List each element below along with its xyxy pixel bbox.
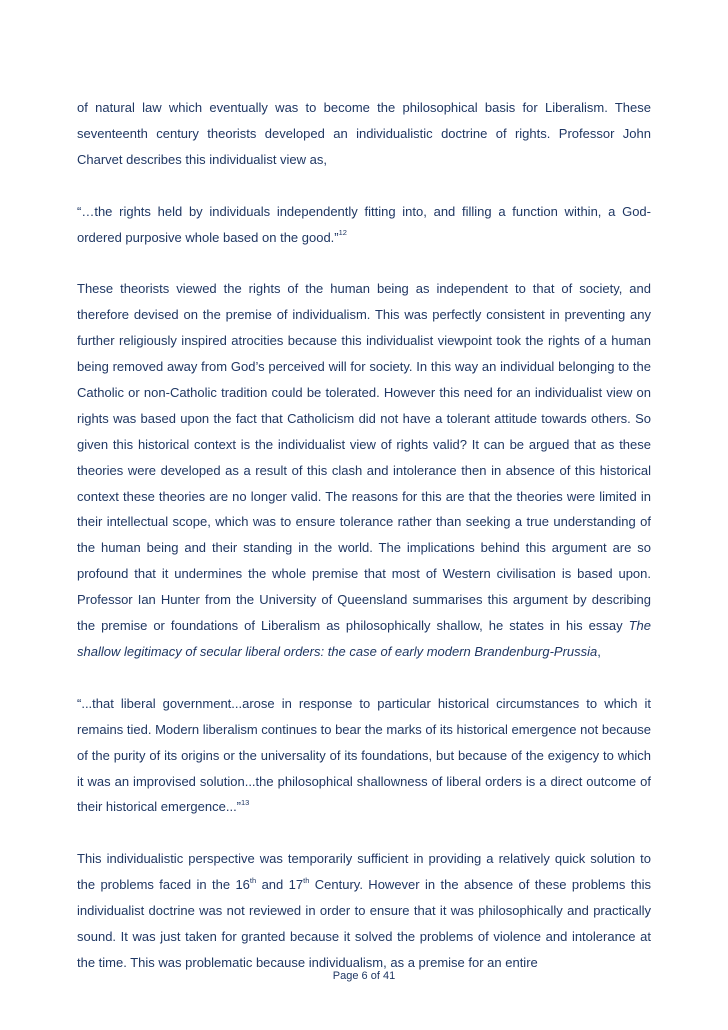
page-number: Page 6 of 41 bbox=[332, 970, 396, 982]
paragraph bbox=[77, 846, 651, 976]
paragraph bbox=[77, 199, 651, 251]
superscript: th bbox=[249, 875, 257, 885]
text-run: This individualistic perspective was temporarily sufficient in providing a relatively quick solution to the problems faced in the 16 bbox=[77, 851, 651, 893]
text-run: Century. However in the absence of these problems this individualist doctrine was not reviewed in order to ensure that it was philosophically and practically sound. It was just taken for granted because it solved the problems of violence and intolerance at the time. This was problematic because individualism, as a premise for an entire bbox=[77, 877, 651, 970]
text-run: and 17 bbox=[256, 877, 304, 893]
superscript: 13 bbox=[241, 798, 250, 808]
text-run: of natural law which eventually was to become the philosophical basis for Liberalism. These seventeenth century theorists developed an individualistic doctrine of rights. Professor John Charvet describes this individualist view as, bbox=[77, 100, 651, 167]
text-run: These theorists viewed the rights of the human being as independent to that of society, and therefore devised on the premise of individualism. This was perfectly consistent in preventing any further religiously inspired atrocities because this individualist viewpoint took the rights of a human being removed away from God’s perceived will for society. In this way an individual belonging to the Catholic or non-Catholic tradition could be tolerated. However this need for an individualist view on rights was based upon the fact that Catholicism did not have a tolerant attitude towards others. So given this historical context is the individualist view of rights valid? It can be argued that as these theories were developed as a result of this clash and intolerance then in absence of this historical context these theories are no longer valid. The reasons for this are that the theories were limited in their intellectual scope, which was to ensure tolerance rather than seeking a true understanding of the human being and their standing in the world. The implications behind this argument are so profound that it undermines the whole premise that most of Western civilisation is based upon. Professor Ian Hunter from the University of Queensland summarises this argument by describing the premise or foundations of Liberalism as philosophically shallow, he states in his essay bbox=[77, 281, 651, 634]
body-text bbox=[77, 95, 651, 976]
superscript: th bbox=[303, 875, 310, 885]
page-footer bbox=[0, 970, 728, 982]
italic-title: The shallow legitimacy of secular liberal orders: the case of early modern Brandenburg-Prussia bbox=[77, 618, 651, 659]
text-run: “…the rights held by individuals independently fitting into, and filling a function within, a God-ordered purposive whole based on the good.” bbox=[77, 203, 651, 245]
superscript: 12 bbox=[338, 228, 347, 238]
paragraph bbox=[77, 95, 651, 173]
paragraph bbox=[77, 691, 651, 821]
text-run: “...that liberal government...arose in response to particular historical circumstances to which it remains tied. Modern liberalism continues to bear the marks of its historical emergence not because of the purity of its origins or the universality of its foundations, but because of the exigency to which it was an improvised solution...the philosophical shallowness of liberal orders is a direct outcome of their historical emergence...” bbox=[77, 695, 651, 815]
paragraph bbox=[77, 276, 651, 665]
text-run: , bbox=[597, 644, 601, 659]
